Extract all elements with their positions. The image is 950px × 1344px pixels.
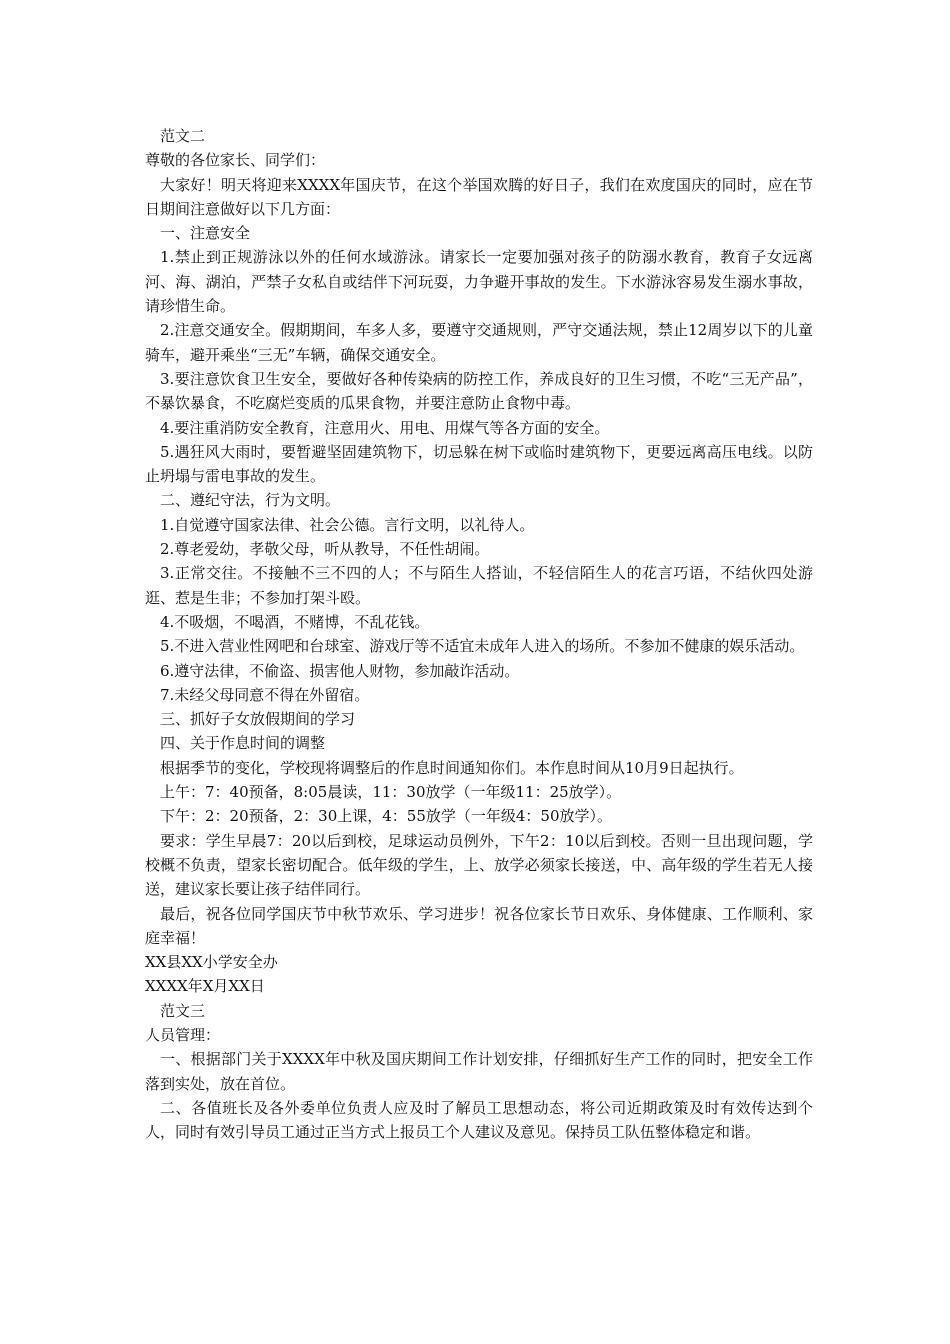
paragraph: 2.尊老爱幼，孝敬父母，听从教导，不任性胡闹。	[160, 540, 490, 559]
paragraph: 5.不进入营业性网吧和台球室、游戏厅等不适宜未成年人进入的场所。不参加不健康的娱乐活动。	[160, 637, 805, 656]
paragraph: 4.要注重消防安全教育，注意用火、用电、用煤气等各方面的安全。	[160, 418, 610, 437]
paragraph: 6.遵守法律，不偷盗、损害他人财物，参加敲诈活动。	[160, 661, 520, 680]
paragraph: 二、遵纪守法，行为文明。	[160, 491, 341, 510]
paragraph: 范文三	[160, 1001, 206, 1020]
paragraph: 一、根据部门关于XXXX年中秋及国庆期间工作计划安排，仔细抓好生产工作的同时，把安全工作落到实处，放在首位。	[145, 1050, 813, 1093]
paragraph: 下午：2：20预备，2：30上课，4：55放学（一年级4：50放学）。	[160, 807, 613, 826]
paragraph: 1.禁止到正规游泳以外的任何水域游泳。请家长一定要加强对孩子的防溺水教育，教育子女远离河、海、湖泊，严禁子女私自或结伴下河玩耍，力争避开事故的发生。下水游泳容易发生溺水事故，请珍惜生命。	[145, 248, 813, 316]
paragraph: 3.要注意饮食卫生安全，要做好各种传染病的防控工作，养成良好的卫生习惯，不吃“三无产品”，不暴饮暴食，不吃腐烂变质的瓜果食物，并要注意防止食物中毒。	[145, 369, 813, 413]
paragraph: XXXX年X月XX日	[145, 977, 265, 996]
paragraph: 7.未经父母同意不得在外留宿。	[160, 685, 370, 704]
paragraph: 5.遇狂风大雨时，要暂避坚固建筑物下，切忌躲在树下或临时建筑物下，更要远离高压电线。以防止坍塌与雷电事故的发生。	[145, 442, 813, 486]
paragraph: 大家好！明天将迎来XXXX年国庆节，在这个举国欢腾的好日子，我们在欢度国庆的同时，应在节日期间注意做好以下几方面：	[145, 175, 813, 218]
paragraph: 三、抓好子女放假期间的学习	[160, 710, 356, 729]
paragraph: 要求：学生早晨7：20以后到校，足球运动员例外，下午2：10以后到校。否则一旦出现问题，学校概不负责，望家长密切配合。低年级的学生，上、放学必须家长接送，中、高年级的学生若无人接送，建议家长要让孩子结伴同行。	[145, 831, 813, 899]
paragraph: 二、各值班长及各外委单位负责人应及时了解员工思想动态，将公司近期政策及时有效传达到个人，同时有效引导员工通过正当方式上报员工个人建议及意见。保持员工队伍整体稳定和谐。	[145, 1098, 813, 1142]
paragraph: 根据季节的变化，学校现将调整后的作息时间通知你们。本作息时间从10月9日起执行。	[160, 758, 744, 777]
paragraph: 最后，祝各位同学国庆节中秋节欢乐、学习进步！祝各位家长节日欢乐、身体健康、工作顺利、家庭幸福！	[145, 904, 813, 947]
paragraph: 3.正常交往。不接触不三不四的人；不与陌生人搭讪，不轻信陌生人的花言巧语，不结伙四处游逛、惹是生非；不参加打架斗殴。	[145, 564, 813, 607]
paragraph: 一、注意安全	[160, 224, 251, 243]
paragraph: 尊敬的各位家长、同学们：	[145, 151, 326, 170]
paragraph: 1.自觉遵守国家法律、社会公德。言行文明，以礼待人。	[160, 515, 535, 534]
paragraph: 2.注意交通安全。假期期间，车多人多，要遵守交通规则，严守交通法规，禁止12周岁以下的儿童骑车，避开乘坐“三无”车辆，确保交通安全。	[145, 321, 813, 364]
paragraph: 范文二	[160, 127, 206, 145]
paragraph: 人员管理：	[145, 1025, 221, 1044]
paragraph: 上午：7：40预备，8:05晨读，11：30放学（一年级11：25放学）。	[160, 783, 622, 802]
paragraph: XX县XX小学安全办	[145, 953, 278, 972]
paragraph: 4.不吸烟，不喝酒，不赌博，不乱花钱。	[160, 612, 430, 631]
document-body	[145, 124, 813, 1144]
paragraph: 四、关于作息时间的调整	[160, 734, 326, 753]
